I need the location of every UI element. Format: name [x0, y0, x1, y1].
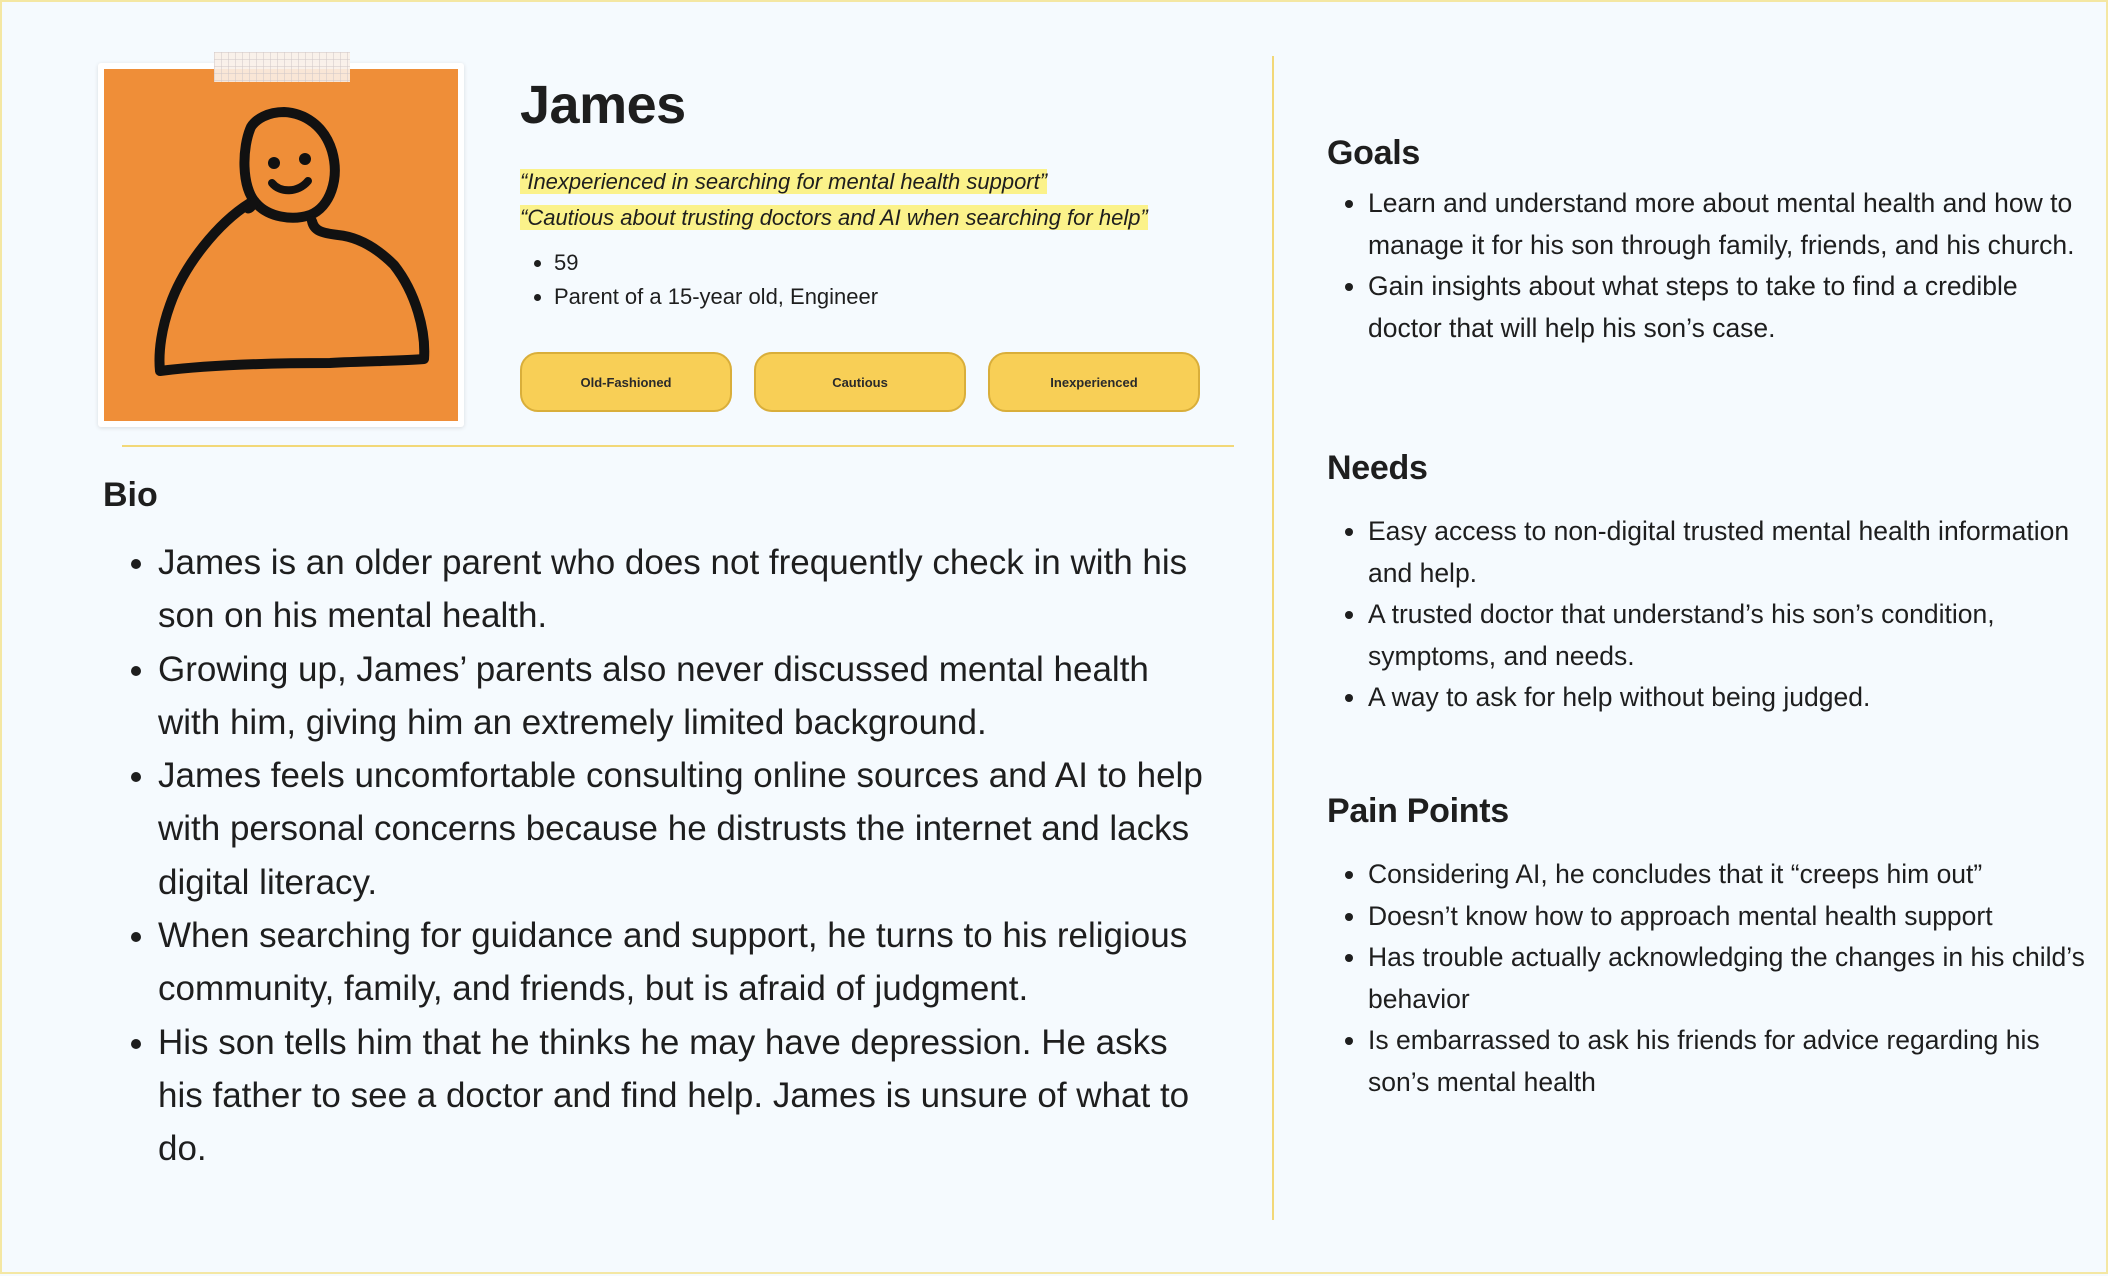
pain-points-heading: Pain Points [1327, 792, 1509, 830]
list-item: • Gain insights about what steps to take to find a credible doctor that will help his son’s case. [1368, 266, 2088, 349]
horizontal-divider [122, 445, 1234, 447]
list-item: • Has trouble actually acknowledging the changes in his child’s behavior [1368, 937, 2088, 1020]
fact-role: • Parent of a 15-year old, Engineer [554, 280, 878, 314]
list-item: • Learn and understand more about mental health and how to manage it for his son through family, friends, and his church. [1368, 183, 2088, 266]
list-item: • When searching for guidance and support, he turns to his religious community, family, and friends, but is afraid of judgment. [158, 909, 1218, 1016]
list-item: • His son tells him that he thinks he may have depression. He asks his father to see a doctor and find help. James is unsure of what to do. [158, 1016, 1218, 1176]
tape-strip [214, 52, 350, 82]
list-item: • A way to ask for help without being judged. [1368, 677, 2088, 719]
list-item: • Growing up, James’ parents also never discussed mental health with him, giving him an extremely limited background. [158, 643, 1218, 750]
tag-cautious: Cautious [754, 352, 966, 412]
fact-age: • 59 [554, 246, 878, 280]
bio-heading: Bio [103, 476, 158, 514]
avatar [104, 69, 458, 421]
trait-tags [520, 352, 1200, 412]
quote-line [520, 200, 1148, 236]
person-doodle-icon [104, 69, 458, 421]
tag-old-fashioned: Old-Fashioned [520, 352, 732, 412]
quote-line [520, 164, 1148, 200]
list-item: • Considering AI, he concludes that it “creeps him out” [1368, 854, 2088, 896]
bio-list [118, 536, 1218, 1176]
quote-highlight: “Inexperienced in searching for mental health support” [520, 169, 1048, 194]
goals-heading: Goals [1327, 134, 1420, 172]
vertical-divider [1272, 56, 1274, 1220]
list-item: • Doesn’t know how to approach mental health support [1368, 896, 2088, 938]
list-item: • James is an older parent who does not frequently check in with his son on his mental health. [158, 536, 1218, 643]
needs-heading: Needs [1327, 449, 1428, 487]
persona-quotes [520, 164, 1148, 236]
list-item: • Is embarrassed to ask his friends for advice regarding his son’s mental health [1368, 1020, 2088, 1103]
persona-name: James [520, 75, 686, 135]
persona-facts [532, 246, 878, 314]
list-item: • Easy access to non-digital trusted mental health information and help. [1368, 511, 2088, 594]
quote-highlight: “Cautious about trusting doctors and AI when searching for help” [520, 205, 1148, 230]
list-item: • A trusted doctor that understand’s his son’s condition, symptoms, and needs. [1368, 594, 2088, 677]
needs-list [1330, 511, 2088, 719]
list-item: • James feels uncomfortable consulting online sources and AI to help with personal concerns because he distrusts the internet and lacks digital literacy. [158, 749, 1218, 909]
tag-inexperienced: Inexperienced [988, 352, 1200, 412]
goals-list [1330, 183, 2088, 349]
pain-points-list [1330, 854, 2088, 1104]
avatar-card [98, 63, 464, 427]
